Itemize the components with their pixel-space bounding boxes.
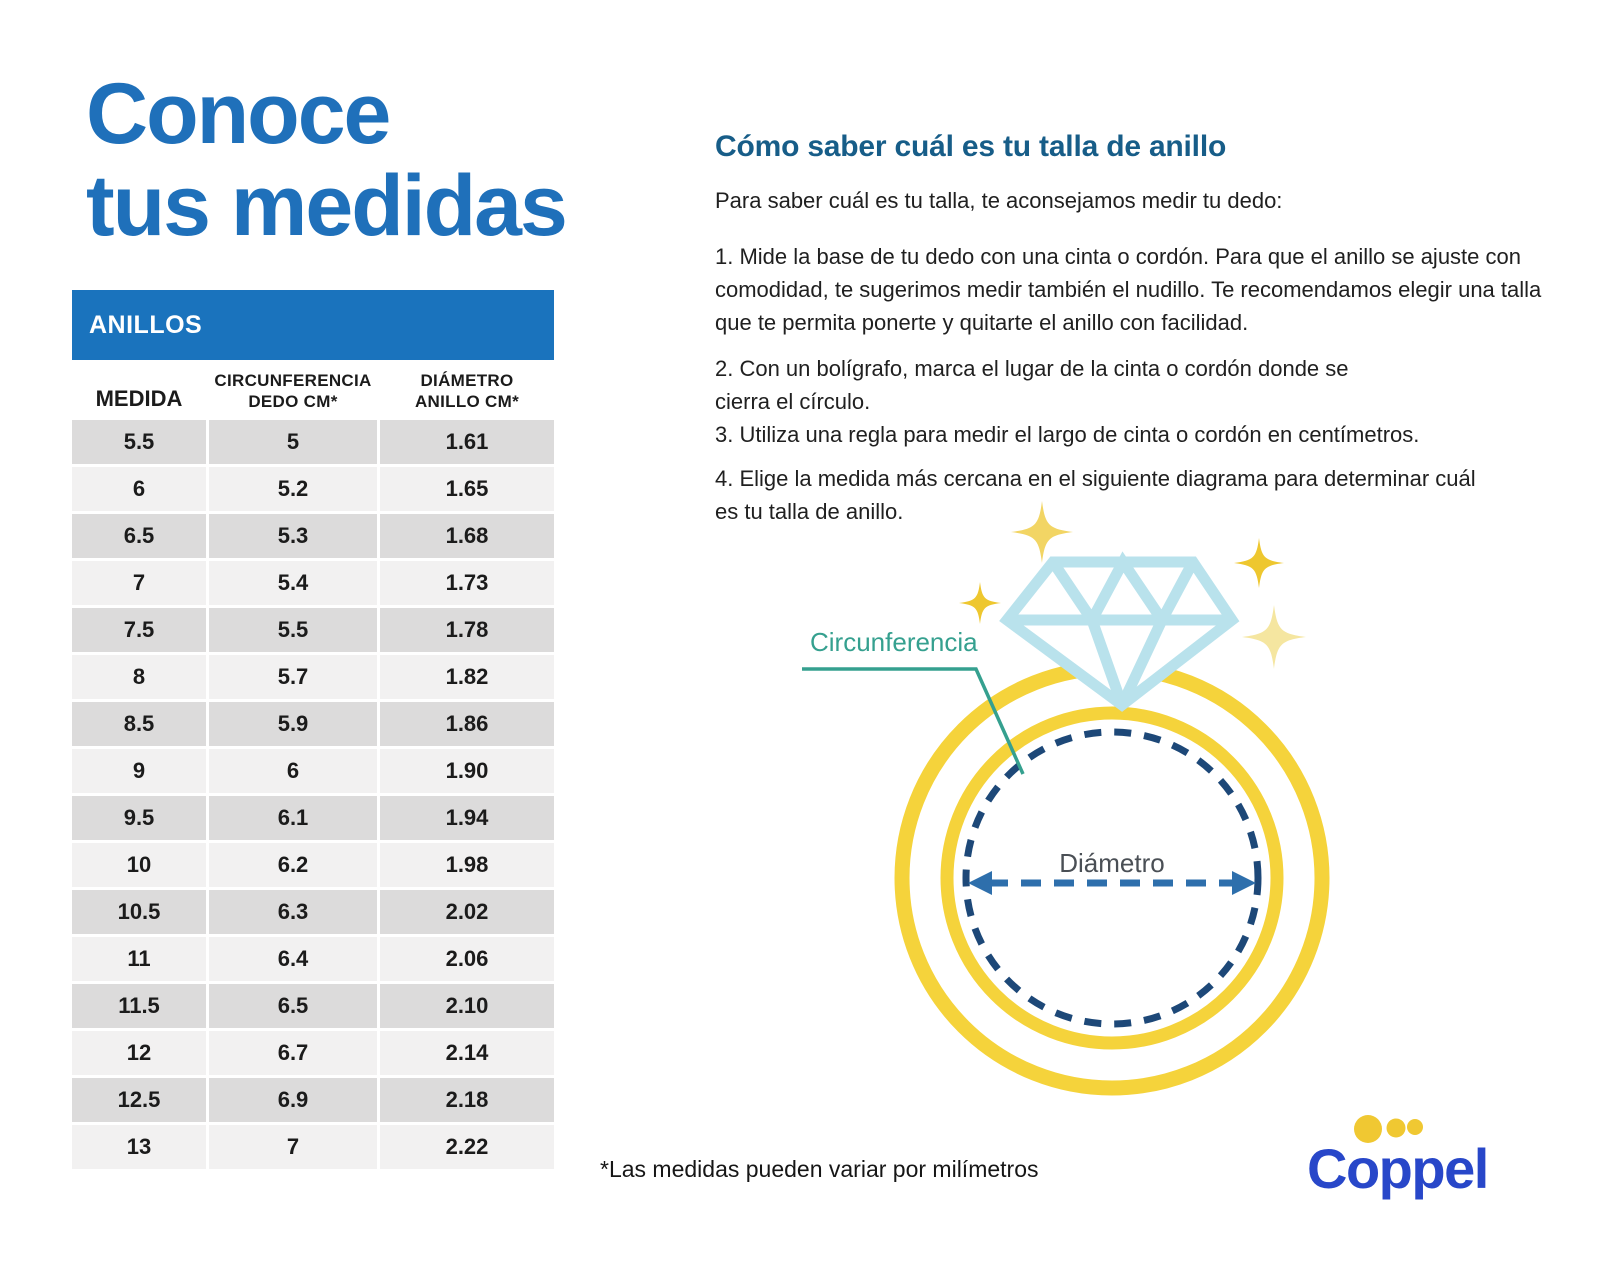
guide-heading: Cómo saber cuál es tu talla de anillo [715,130,1227,163]
page-title [86,68,566,252]
table-header-row [72,360,554,420]
column-header-label: DEDO CM* [248,392,338,411]
table-cell: 13 [72,1125,206,1169]
table-cell: 2.10 [380,984,554,1028]
table-cell: 6.2 [209,843,377,887]
sparkle-icon [1011,501,1073,563]
table-cell: 5.7 [209,655,377,699]
coppel-logo-text: Coppel [1307,1137,1488,1200]
column-header-label: CIRCUNFERENCIA [214,371,372,390]
table-cell: 11 [72,937,206,981]
table-cell: 6 [72,467,206,511]
coppel-logo [1305,1100,1500,1200]
ring-diagram [780,495,1340,1120]
table-cell: 10.5 [72,890,206,934]
table-row [72,1125,554,1169]
table-row [72,702,554,746]
table-cell: 2.22 [380,1125,554,1169]
page-title-line2: tus medidas [86,158,566,254]
table-cell: 6 [209,749,377,793]
table-cell: 8 [72,655,206,699]
table-cell: 1.65 [380,467,554,511]
size-chart [72,290,554,1172]
table-cell: 6.7 [209,1031,377,1075]
table-cell: 1.68 [380,514,554,558]
table-row [72,749,554,793]
table-cell: 9.5 [72,796,206,840]
table-cell: 2.06 [380,937,554,981]
table-cell: 6.1 [209,796,377,840]
table-cell: 9 [72,749,206,793]
table-cell: 2.18 [380,1078,554,1122]
sparkle-icon [959,582,1001,624]
table-row [72,937,554,981]
column-header-label: DIÁMETRO [420,371,514,390]
table-cell: 1.73 [380,561,554,605]
table-cell: 5.5 [209,608,377,652]
footnote: *Las medidas pueden variar por milímetros [600,1156,1039,1182]
table-cell: 6.9 [209,1078,377,1122]
column-header-diametro [380,370,554,412]
column-header-label: MEDIDA [95,386,183,411]
column-header-label: ANILLO CM* [414,392,520,411]
table-cell: 5.9 [209,702,377,746]
table-cell: 1.78 [380,608,554,652]
table-cell: 5.2 [209,467,377,511]
circumference-dashed-circle [966,732,1258,1024]
table-cell: 5.3 [209,514,377,558]
diameter-label: Diámetro [1059,848,1165,878]
table-cell: 2.14 [380,1031,554,1075]
sparkle-icon [1234,538,1284,588]
table-cell: 6.5 [209,984,377,1028]
guide-step-2: 2. Con un bolígrafo, marca el lugar de la cinta o cordón donde se cierra el círculo. [715,356,1349,414]
circumference-label: Circunferencia [810,627,978,657]
table-cell: 1.94 [380,796,554,840]
table-row [72,890,554,934]
table-cell: 1.98 [380,843,554,887]
table-cell: 8.5 [72,702,206,746]
table-cell: 10 [72,843,206,887]
table-row [72,420,554,464]
table-cell: 2.02 [380,890,554,934]
table-row [72,1031,554,1075]
table-row [72,655,554,699]
column-header-medida [72,386,206,412]
table-cell: 5 [209,420,377,464]
table-cell: 1.61 [380,420,554,464]
table-row [72,843,554,887]
table-row [72,561,554,605]
table-cell: 1.90 [380,749,554,793]
guide-intro: Para saber cuál es tu talla, te aconsejamos medir tu dedo: [715,188,1283,213]
table-cell: 6.3 [209,890,377,934]
table-row [72,1078,554,1122]
table-cell: 1.82 [380,655,554,699]
table-row [72,796,554,840]
table-cell: 7 [72,561,206,605]
column-header-circunferencia [209,370,377,412]
table-cell: 7 [209,1125,377,1169]
circumference-callout [802,627,1023,774]
guide-step-4: 4. Elige la medida más cercana en el siguiente diagrama para determinar cuál es tu talla de anillo. [715,466,1476,524]
guide-step-1: 1. Mide la base de tu dedo con una cinta o cordón. Para que el anillo se ajuste con comodidad, te sugerimos medir también el nudillo. Te recomendamos elegir una talla que te permita ponerte y quitarte el anillo con facilidad. [715,244,1542,335]
table-cell: 5.5 [72,420,206,464]
size-table-body [72,420,554,1169]
table-row [72,984,554,1028]
table-row [72,467,554,511]
page-title-line1: Conoce [86,66,390,162]
table-cell: 12.5 [72,1078,206,1122]
table-cell: 12 [72,1031,206,1075]
table-cell: 5.4 [209,561,377,605]
table-cell: 11.5 [72,984,206,1028]
table-banner: ANILLOS [72,290,554,360]
table-cell: 6.5 [72,514,206,558]
table-row [72,514,554,558]
table-cell: 6.4 [209,937,377,981]
table-row [72,608,554,652]
sparkle-icon [1242,605,1306,669]
guide-step-3: 3. Utiliza una regla para medir el largo de cinta o cordón en centímetros. [715,422,1420,447]
table-cell: 7.5 [72,608,206,652]
table-cell: 1.86 [380,702,554,746]
